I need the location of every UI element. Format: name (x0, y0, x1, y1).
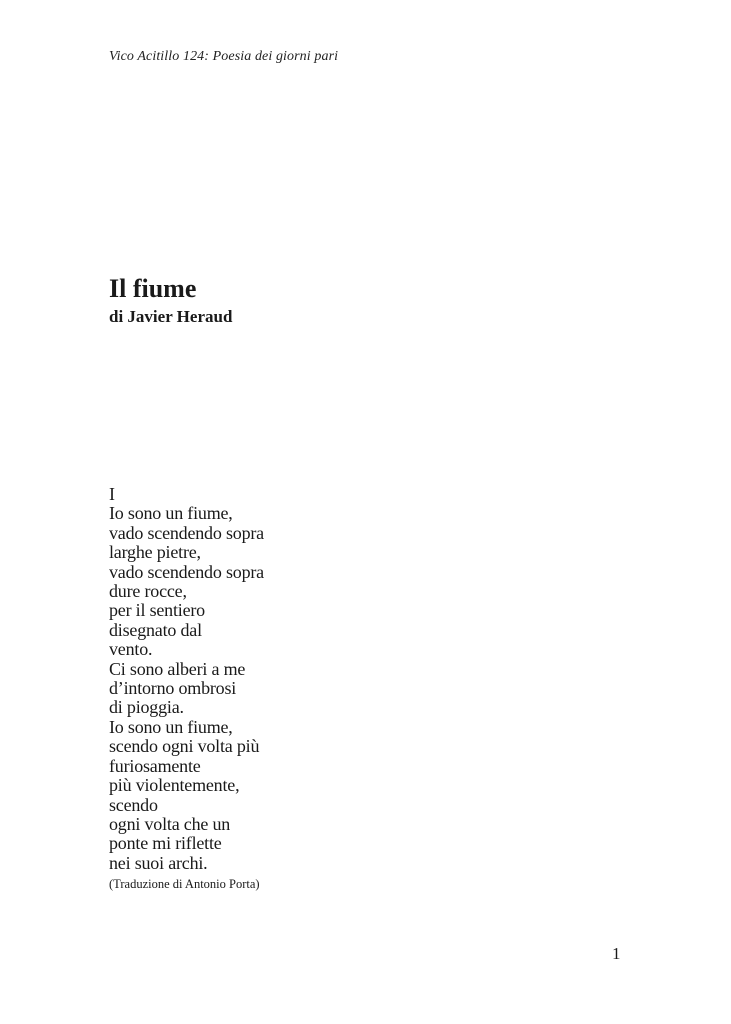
poem-author: di Javier Heraud (109, 307, 233, 326)
verse-line: disegnato dal (109, 619, 202, 640)
verse-line: Io sono un fiume, (109, 503, 233, 524)
poem-body (109, 485, 509, 892)
section-numeral: I (109, 484, 115, 504)
verse-line: ponte mi riflette (109, 833, 222, 854)
verse-line: dure rocce, (109, 581, 187, 602)
verse-line: larghe pietre, (109, 542, 201, 563)
verse-line: ogni volta che un (109, 813, 231, 834)
verse-line: d’intorno ombrosi (109, 678, 237, 699)
verse-line: Ci sono alberi a me (109, 658, 246, 679)
running-header: Vico Acitillo 124: Poesia dei giorni pari (109, 49, 339, 64)
verse-line: vado scendendo sopra (109, 522, 264, 543)
verse-line: scendo ogni volta più (109, 736, 260, 757)
verse-line: vento. (109, 639, 153, 660)
verse-line: Io sono un fiume, (109, 716, 233, 737)
page-number: 1 (612, 944, 621, 963)
verse-line: vado scendendo sopra (109, 561, 264, 582)
verse-line: furiosamente (109, 755, 201, 776)
verse-line: nei suoi archi. (109, 852, 208, 873)
title-block (109, 274, 232, 328)
verse-line: di pioggia. (109, 697, 184, 718)
translation-credit: (Traduzione di Antonio Porta) (109, 877, 260, 892)
verse-line: per il sentiero (109, 600, 205, 621)
poem-title: Il fiume (109, 274, 197, 303)
verse-line: più violentemente, (109, 775, 240, 796)
verse-line: scendo (109, 794, 158, 815)
